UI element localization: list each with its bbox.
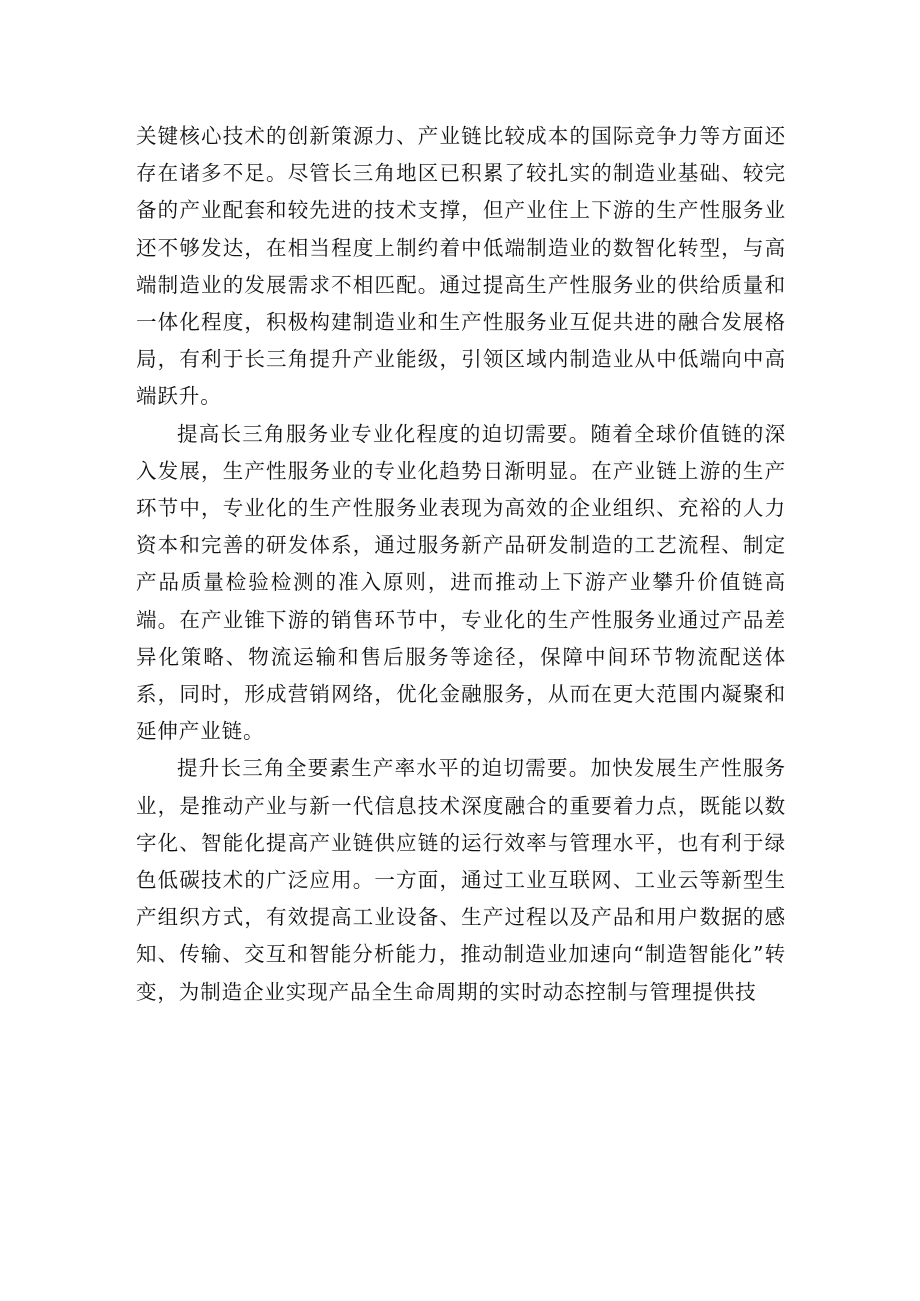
paragraph-total-factor-productivity: 提升长三角全要素生产率水平的迫切需要。加快发展生产性服务业，是推动产业与新一代信息技术深度融合的重要着力点，既能以数字化、智能化提高产业链供应链的运行效率与管理水平，也有利于绿色低碳技术的广泛应用。一方面，通过工业互联网、工业云等新型生产组织方式，有效提高工业设备、生产过程以及产品和用户数据的感知、传输、交互和智能分析能力，推动制造业加速向“制造智能化”转变，为制造企业实现产品全生命周期的实时动态控制与管理提供技 bbox=[136, 756, 786, 1004]
paragraph-service-specialization: 提高长三角服务业专业化程度的迫切需要。随着全球价值链的深入发展，生产性服务业的专业化趋势日渐明显。在产业链上游的生产环节中，专业化的生产性服务业表现为高效的企业组织、充裕的人力资本和完善的研发体系，通过服务新产品研发制造的工艺流程、制定产品质量检验检测的准入原则，进而推动上下游产业攀升价值链高端。在产业锥下游的销售环节中，专业化的生产性服务业通过产品差异化策略、物流运输和售后服务等途径，保障中间环节物流配送体系，同时，形成营销网络，优化金融服务，从而在更大范围内凝聚和延伸产业链。 bbox=[136, 421, 786, 744]
paragraph-continued: 关键核心技术的创新策源力、产业链比较成本的国际竞争力等方面还存在诸多不足。尽管长三角地区已积累了较扎实的制造业基础、较完备的产业配套和较先进的技术支撑，但产业住上下游的生产性服务业还不够发达，在相当程度上制约着中低端制造业的数智化转型，与高端制造业的发展需求不相匹配。通过提高生产性服务业的供给质量和一体化程度，积极构建制造业和生产性服务业互促共进的融合发展格局，有利于长三角提升产业能级，引领区域内制造业从中低端向中高端跃升。 bbox=[136, 124, 786, 409]
body-text bbox=[136, 118, 786, 1011]
